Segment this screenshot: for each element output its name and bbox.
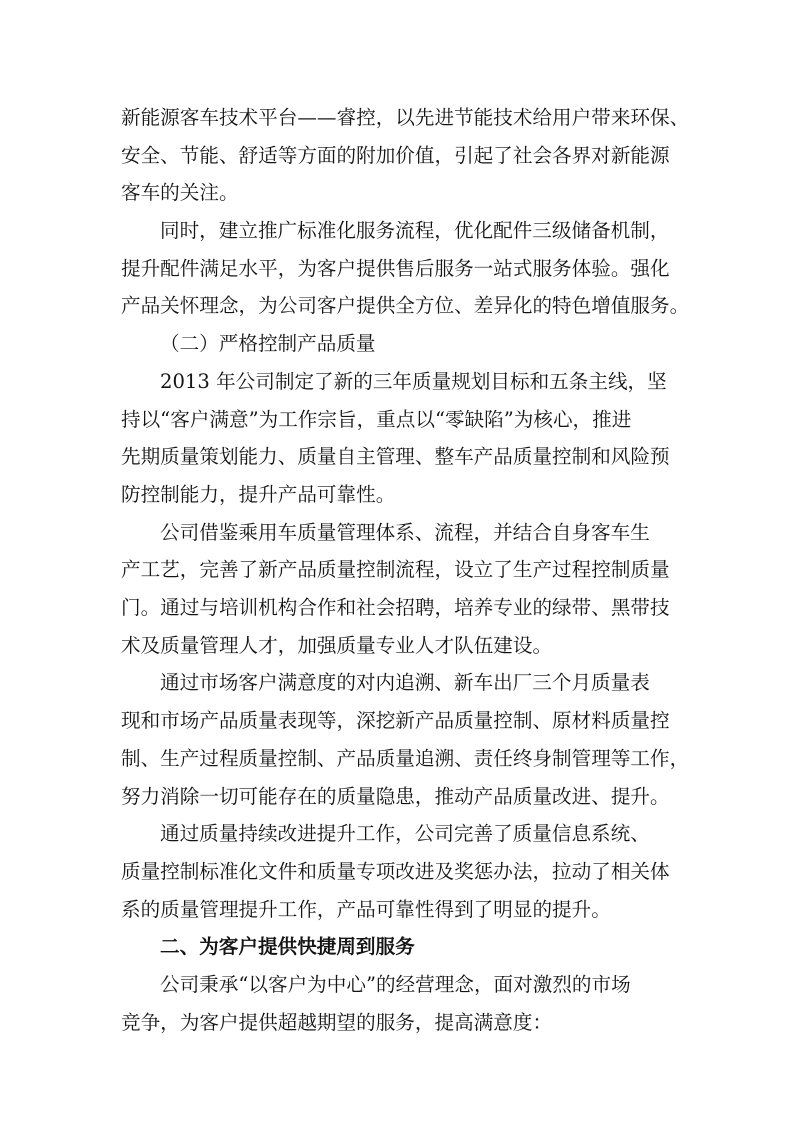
paragraph-5-line-4: 努力消除一切可能存在的质量隐患，推动产品质量改进、提升。 bbox=[121, 785, 670, 808]
paragraph-3-line-1: 2013 年公司制定了新的三年质量规划目标和五条主线，坚 bbox=[160, 370, 667, 393]
paragraph-4-line-4: 术及质量管理人才，加强质量专业人才队伍建设。 bbox=[121, 634, 553, 657]
paragraph-3-line-4: 防控制能力，提升产品可靠性。 bbox=[121, 483, 396, 506]
paragraph-4-line-1: 公司借鉴乘用车质量管理体系、流程，并结合自身客车生 bbox=[160, 521, 650, 544]
paragraph-3-line-2: 持以“客户满意”为工作宗旨，重点以“零缺陷”为核心，推进 bbox=[121, 408, 632, 431]
paragraph-2-line-3: 产品关怀理念，为公司客户提供全方位、差异化的特色增值服务。 bbox=[121, 294, 690, 317]
paragraph-7-line-1: 公司秉承“以客户为中心”的经营理念，面对激烈的市场 bbox=[160, 973, 631, 996]
paragraph-3-line-3: 先期质量策划能力、质量自主管理、整车产品质量控制和风险预 bbox=[121, 445, 670, 468]
section-heading-customer-service: 二、为客户提供快捷周到服务 bbox=[160, 935, 415, 958]
paragraph-1-line-3: 客车的关注。 bbox=[121, 181, 239, 204]
subheading-quality-control: （二）严格控制产品质量 bbox=[160, 332, 376, 355]
paragraph-5-line-1: 通过市场客户满意度的对内追溯、新车出厂三个月质量表 bbox=[160, 671, 650, 694]
paragraph-4-line-2: 产工艺，完善了新产品质量控制流程，设立了生产过程控制质量 bbox=[121, 558, 670, 581]
paragraph-5-line-2: 现和市场产品质量表现等，深挖新产品质量控制、原材料质量控 bbox=[121, 709, 670, 732]
paragraph-1-line-1: 新能源客车技术平台——睿控，以先进节能技术给用户带来环保、 bbox=[121, 106, 690, 129]
paragraph-6-line-3: 系的质量管理提升工作，产品可靠性得到了明显的提升。 bbox=[121, 898, 611, 921]
paragraph-2-line-1: 同时，建立推广标准化服务流程，优化配件三级储备机制， bbox=[160, 219, 670, 242]
paragraph-2-line-2: 提升配件满足水平，为客户提供售后服务一站式服务体验。强化 bbox=[121, 257, 670, 280]
paragraph-1-line-2: 安全、节能、舒适等方面的附加价值，引起了社会各界对新能源 bbox=[121, 144, 670, 167]
paragraph-7-line-2: 竞争，为客户提供超越期望的服务，提高满意度： bbox=[121, 1011, 553, 1034]
paragraph-4-line-3: 门。通过与培训机构合作和社会招聘，培养专业的绿带、黑带技 bbox=[121, 596, 670, 619]
paragraph-5-line-3: 制、生产过程质量控制、产品质量追溯、责任终身制管理等工作， bbox=[121, 747, 690, 770]
paragraph-6-line-2: 质量控制标准化文件和质量专项改进及奖惩办法，拉动了相关体 bbox=[121, 860, 670, 883]
paragraph-6-line-1: 通过质量持续改进提升工作，公司完善了质量信息系统、 bbox=[160, 822, 650, 845]
